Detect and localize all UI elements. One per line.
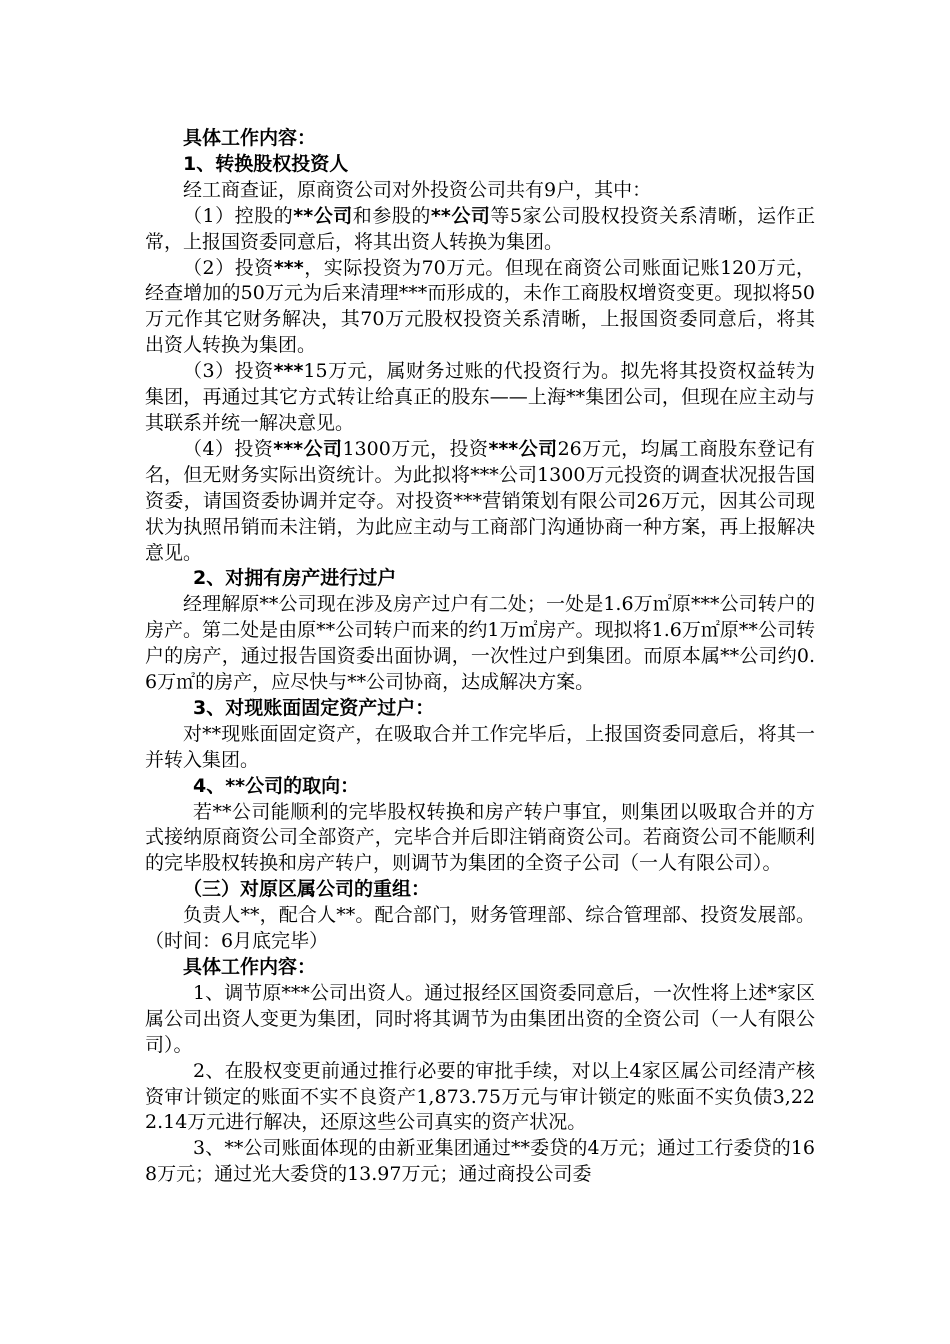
work-content-heading-2: 具体工作内容： (183, 956, 317, 978)
section-heading-1: 1、转换股权投资人 (183, 152, 349, 175)
paragraph-2-bold-2: **公司 (430, 204, 491, 227)
paragraph-10: 1、调节原***公司出资人。通过报经区国资委同意后，一次性将上述*家区属公司出资人变更为集团，同时将其调节为由集团出资的全资公司（一人有限公司）。 (145, 981, 815, 1056)
paragraph-7: 对**现账面固定资产，在吸取合并工作完毕后，上报国资委同意后，将其一并转入集团。 (145, 722, 815, 771)
paragraph-4-part-c: 15万元，属财务过账的代投资行为。拟先将其投资权益转为集团，再通过其它方式转让给真正的股东——上海**集团公司，但现在应主动与其联系并统一解决意见。 (145, 360, 815, 434)
paragraph-8: 若**公司能顺利的完毕股权转换和房产转户事宜，则集团以吸取合并的方式接纳原商资公司全部资产，完毕合并后即注销商资公司。若商资公司不能顺利的完毕股权转换和房产转户，则调节为集团的全资子公司（一人有限公司）。 (145, 800, 815, 875)
section-heading-4: 4、**公司的取向： (193, 774, 360, 797)
section-heading-3: 3、对现账面固定资产过户： (193, 696, 435, 719)
paragraph-3-bold: *** (273, 256, 304, 279)
paragraph-6: 经理解原**公司现在涉及房产过户有二处；一处是1.6万㎡原***公司转户的房产。第二处是由原**公司转户而来的约1万㎡房产。现拟将1.6万㎡原**公司转户的房产，通过报告国资委出面协调，一次性过户到集团。而原本属**公司约0.6万㎡的房产，应尽快与**公司协商，达成解决方案。 (145, 593, 815, 694)
paragraph-9: 负责人**，配合人**。配合部门，财务管理部、综合管理部、投资发展部。（时间：6月底完毕） (145, 904, 815, 953)
paragraph-2-part-d: 等5家公司股权投资关系清晰，运作正常，上报国资委同意后，将其出资人转换为集团。 (145, 204, 816, 253)
paragraph-4 (145, 359, 815, 437)
paragraph-3 (145, 256, 815, 360)
paragraph-5-part-a: （4）投资 (183, 437, 274, 460)
paragraph-5-bold-1: ***公司 (273, 437, 343, 460)
paragraph-5-part-c: 1300万元，投资 (342, 437, 489, 460)
paragraph-1: 经工商查证，原商资公司对外投资公司共有9户，其中： (183, 178, 652, 201)
paragraph-2-bold-1: **公司 (293, 204, 353, 227)
paragraph-5-bold-2: ***公司 (488, 437, 558, 460)
section-heading-5: （三）对原区属公司的重组： (183, 878, 431, 901)
paragraph-4-bold: *** (273, 360, 304, 383)
paragraph-4-part-a: （3）投资 (183, 360, 274, 383)
paragraph-3-part-a: （2）投资 (183, 256, 274, 279)
top-spacer (145, 118, 815, 126)
paragraph-2 (145, 204, 815, 256)
paragraph-5-part-d: 26万元，均属工商股东登记有名，但无财务实际出资统计。为此拟将***公司1300万元投资的调查状况报告国资委，请国资委协调并定夺。对投资***营销策划有限公司26万元，因其公司现状为执照吊销而未注销，为此应主动与工商部门沟通协商一种方案，再上报解决意见。 (145, 437, 816, 564)
paragraph-3-part-c: ，实际投资为70万元。但现在商资公司账面记账120万元，经查增加的50万元为后来清理***而形成的，未作工商股权增资变更。现拟将50万元作其它财务解决，其70万元股权投资关系清晰，上报国资委同意后，将其出资人转换为集团。 (145, 256, 815, 357)
paragraph-2-part-a: （1）控股的 (183, 204, 294, 227)
paragraph-12: 3、**公司账面体现的由新亚集团通过**委贷的4万元；通过工行委贷的168万元；通过光大委贷的13.97万元；通过商投公司委 (145, 1137, 815, 1186)
section-heading-2: 2、对拥有房产进行过户 (193, 567, 397, 590)
paragraph-2-part-c: 和参股的 (352, 204, 431, 227)
paragraph-11: 2、在股权变更前通过推行必要的审批手续，对以上4家区属公司经清产核资审计锁定的账面不实不良资产1,873.75万元与审计锁定的账面不实负债3,222.14万元进行解决，还原这些公司真实的资产状况。 (145, 1059, 815, 1134)
work-content-heading: 具体工作内容： (183, 127, 317, 149)
document-page (145, 118, 815, 1188)
paragraph-5 (145, 437, 815, 567)
